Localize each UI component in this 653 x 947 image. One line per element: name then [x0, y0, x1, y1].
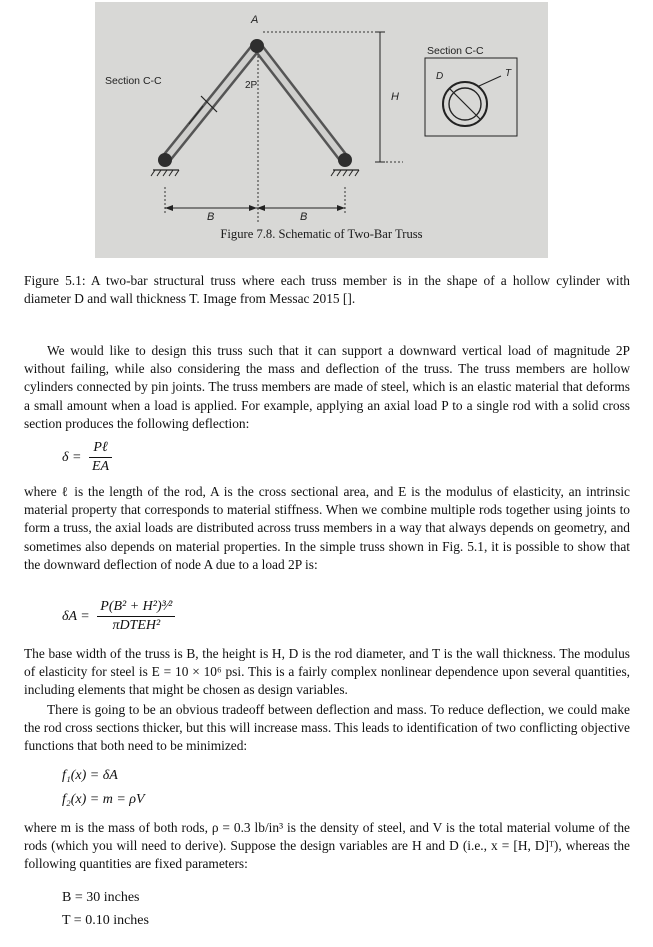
diameter-label: D	[436, 71, 444, 82]
paragraph-4: There is going to be an obvious tradeoff between deflection and mass. To reduce deflection, we could make the rod cross sections thicker, but this will increase mass. This leads to identification of two conflicting objective functions that both need to be minimized:	[24, 702, 630, 754]
param-b: B = 30 inches	[62, 890, 140, 905]
eq1-denominator: EA	[91, 459, 110, 474]
base-arrow-mid-left	[249, 205, 257, 211]
eq2-fraction	[97, 599, 175, 634]
eq1-fraction	[89, 440, 112, 475]
objective-f1: f₁(x) = δA	[62, 768, 118, 783]
eq2-lhs: δA =	[62, 608, 90, 624]
equation-deflection	[62, 440, 112, 475]
section-left-label: Section C-C	[105, 75, 162, 87]
param-t: T = 0.10 inches	[62, 913, 149, 928]
load-label: 2P	[245, 80, 258, 91]
figure-caption: Figure 5.1: A two-bar structural truss where each truss member is in the shape of a hollow cylinder with diameter D and wall thickness T. Image from Messac 2015 [].	[24, 273, 630, 306]
truss-figure	[95, 2, 548, 258]
paragraph-2: where ℓ is the length of the rod, A is the cross sectional area, and E is the modulus of elasticity, an intrinsic material property that corresponds to material stiffness. When we combine multiple rods together using joints to form a truss, the axial loads are distributed across truss members in a way that always depends on geometry, and sometimes also depends on material properties. In the simple truss shown in Fig. 5.1, it is possible to show that the downward deflection of node A due to a load 2P is:	[24, 484, 630, 572]
section-right-label: Section C-C	[427, 45, 484, 57]
eq2-numerator: P(B² + H²)³⁄²	[97, 599, 175, 617]
base-arrow-left	[165, 205, 173, 211]
base-arrow-right	[337, 205, 345, 211]
photo-caption: Figure 7.8. Schematic of Two-Bar Truss	[220, 227, 423, 241]
eq1-numerator: Pℓ	[89, 440, 112, 458]
paragraph-5: where m is the mass of both rods, ρ = 0.3 lb/in³ is the density of steel, and V is the total material volume of the rods (which you will need to derive). Suppose the design variables are H and D (i.e., x = [H, D]ᵀ), whereas the following quantities are fixed parameters:	[24, 820, 630, 872]
thickness-leader	[479, 76, 501, 86]
left-support	[151, 170, 179, 176]
base-left-label: B	[207, 211, 215, 223]
right-support	[331, 170, 359, 176]
right-support-node	[338, 153, 352, 167]
right-member-inner	[257, 46, 345, 160]
left-member-inner	[165, 46, 257, 160]
eq2-denominator: πDTEH²	[112, 618, 161, 633]
paragraph-1: We would like to design this truss such that it can support a downward vertical load of magnitude 2P without failing, while also considering the mass and deflection of the truss. The truss members are hollow cylinders connected by pin joints. The truss members are made of steel, which is an elastic material that deforms a small amount when a load is applied. For example, applying an axial load P to a single rod with a solid cross section produces the following deflection:	[24, 343, 630, 431]
truss-schematic	[95, 2, 548, 258]
paragraph-3: The base width of the truss is B, the height is H, D is the rod diameter, and T is the wall thickness. The modulus of elasticity for steel is E = 10 × 10⁶ psi. This is a fairly complex nonlinear dependence upon several quantities, including elements that might be chosen as design variables.	[24, 646, 630, 698]
eq1-lhs: δ =	[62, 449, 82, 465]
node-a	[250, 39, 264, 53]
node-a-label: A	[251, 14, 259, 26]
thickness-label: T	[505, 68, 512, 79]
base-right-label: B	[300, 211, 308, 223]
objective-f2: f₂(x) = m = ρV	[62, 792, 145, 807]
equation-deflection-node-a	[62, 599, 175, 634]
height-label: H	[391, 91, 399, 103]
left-support-node	[158, 153, 172, 167]
